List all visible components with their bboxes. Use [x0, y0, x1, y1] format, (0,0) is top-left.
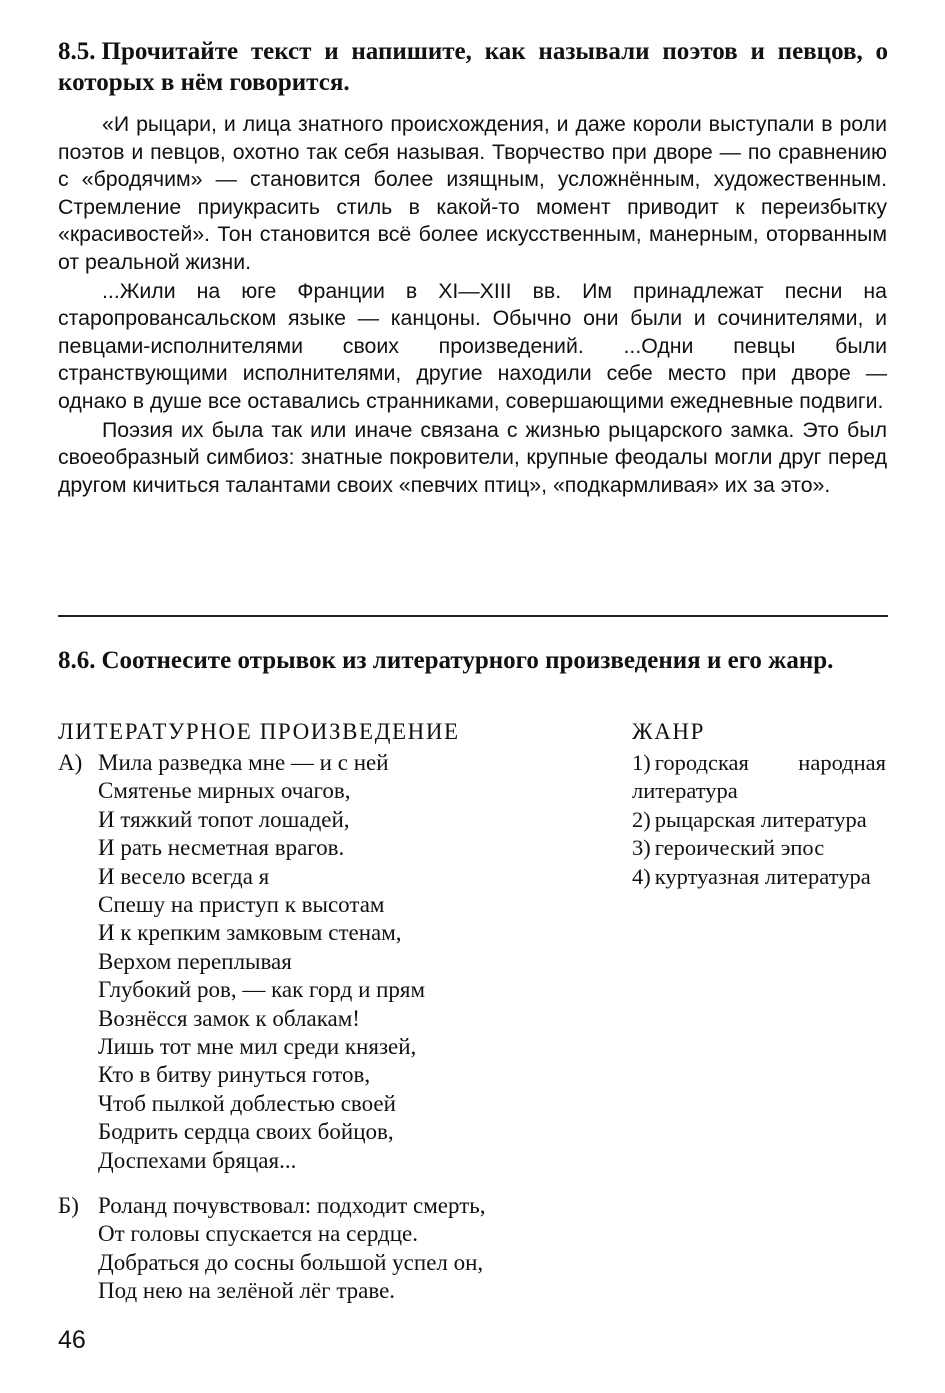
task-8-5-text: [58, 111, 887, 500]
poem-line: Вознёсся замок к облакам!: [98, 1005, 360, 1031]
task-instruction: Соотнесите отрывок из литературного произведения и его жанр.: [101, 647, 834, 674]
poem-line: И к крепким замковым стенам,: [98, 920, 402, 946]
poem-line: Доспехами бряцая...: [98, 1147, 297, 1173]
poem-line: Глубокий ров, — как горд и прям: [98, 977, 426, 1003]
genre-option: 1) городская народная литература: [632, 750, 886, 804]
genre-option: 3) героический эпос: [632, 835, 825, 861]
genre-list: [632, 749, 886, 891]
poem-line: И тяжкий топот лошадей,: [98, 806, 350, 832]
poem-line: Чтоб пылкой доблестью своей: [98, 1090, 396, 1116]
excerpt-marker: А): [58, 750, 83, 775]
genre-column-header: ЖАНР: [632, 719, 706, 744]
poem-line: Спешу на приступ к высотам: [98, 892, 385, 918]
poem-line: Верхом переплывая: [98, 948, 292, 974]
poem-line: Добраться до сосны большой успел он,: [98, 1249, 484, 1275]
poem-line: Лишь тот мне мил среди князей,: [98, 1034, 417, 1060]
genre-option: 2) рыцарская литература: [632, 806, 867, 832]
task-instruction: Прочитайте текст и напишите, как называли поэтов и певцов, о которых в нём говорится.: [58, 38, 888, 96]
work-column-header: ЛИТЕРАТУРНОЕ ПРОИЗВЕДЕНИЕ: [58, 719, 460, 744]
poem-line: Мила разведка мне — и с ней: [98, 750, 389, 775]
poem-line: Под нею на зелёной лёг траве.: [98, 1278, 396, 1304]
task-number: 8.5.: [58, 38, 96, 65]
poem-line: Бодрить сердца своих бойцов,: [98, 1119, 394, 1145]
poem-line: От головы спускается на сердце.: [98, 1221, 418, 1247]
excerpt-marker: Б): [58, 1193, 79, 1218]
paragraph: Поэзия их была так или иначе связана с жизнью рыцарского замка. Это был своеобразный симбиоз: знатные покровители, крупные феодалы могли друг перед другом кичиться талантами своих «певчих птиц», «подкармливая» их за это».: [58, 417, 887, 497]
poem-line: Смятенье мирных очагов,: [98, 778, 351, 804]
poem-line: И весело всегда я: [98, 863, 270, 889]
task-8-6-title: [58, 645, 888, 676]
poem-line: И рать несметная врагов.: [98, 835, 345, 861]
poem-line: Роланд почувствовал: подходит смерть,: [98, 1193, 486, 1218]
paragraph: «И рыцари, и лица знатного происхождения, и даже короли выступали в роли поэтов и певцов, охотно так себя называя. Творчество при дворе — по сравнению с «бродячим» — становится более изящным, усложнённым, художественным. Стремление приукрасить стиль в какой-то момент приводит к переизбытку «красивостей». Тон становится всё более искусственным, манерным, оторванным от реальной жизни.: [58, 112, 887, 274]
answer-line: [58, 615, 888, 617]
poem-line: Кто в битву ринуться готов,: [98, 1062, 371, 1088]
task-number: 8.6.: [58, 647, 96, 674]
excerpt-b: [58, 1192, 618, 1306]
paragraph: ...Жили на юге Франции в XI—XIII вв. Им принадлежат песни на старопровансальском языке — канцоны. Обычно они были и сочинителями, и певцами-исполнителями своих произведений. ...Одни певцы были странствующими исполнителями, другие находили себе место при дворе — однако в душе все оставались странниками, совершающими ежедневные подвиги.: [58, 278, 887, 413]
task-8-5-title: [58, 36, 888, 98]
excerpt-a: [58, 749, 618, 1175]
page-number: 46: [58, 1326, 86, 1354]
genre-option: 4) куртуазная литература: [632, 863, 871, 889]
